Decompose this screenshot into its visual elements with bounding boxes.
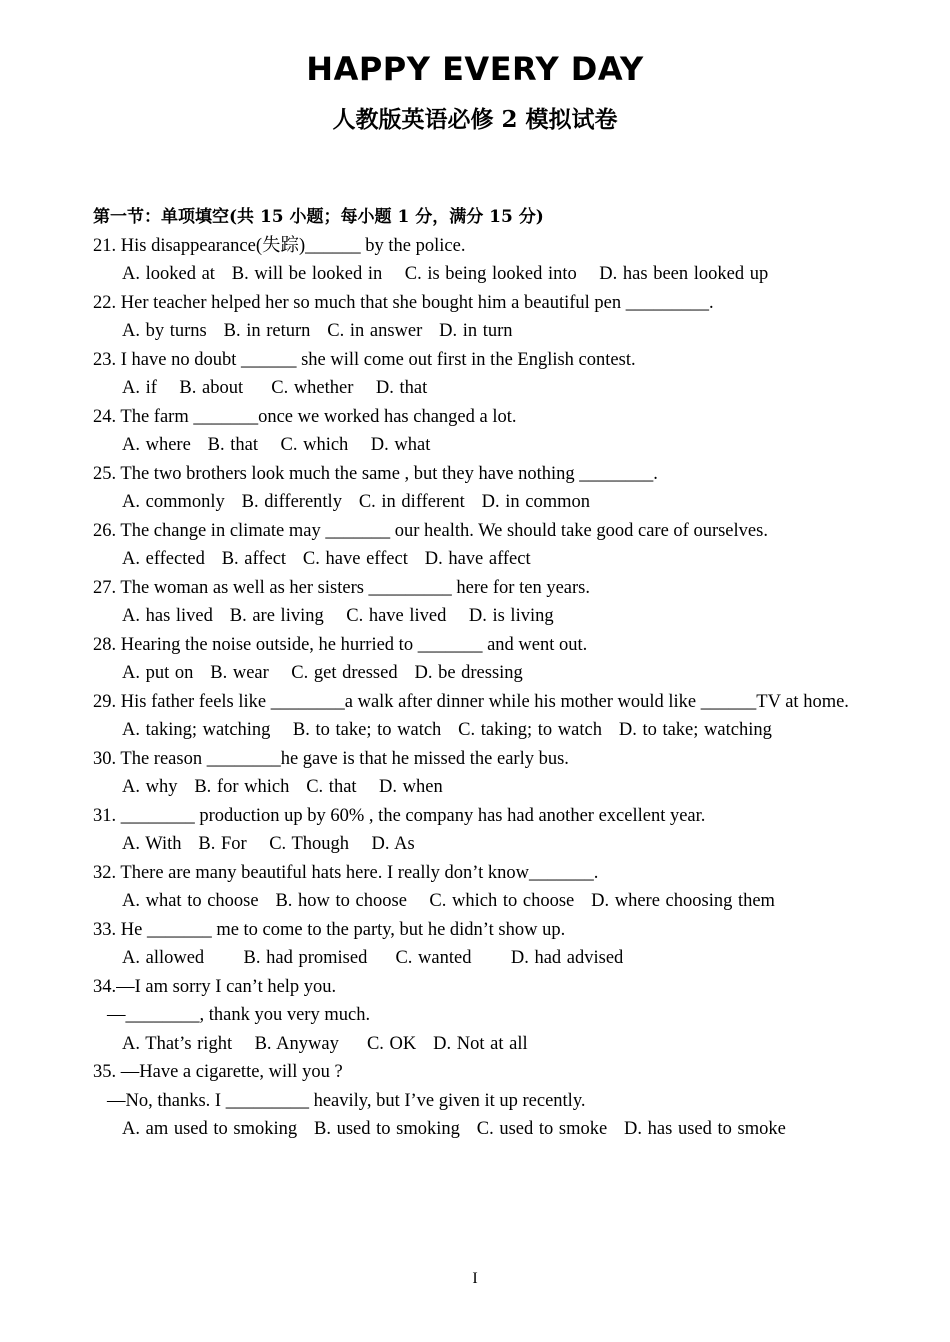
question-options: A. has lived B. are living C. have lived D. is living [122, 606, 554, 626]
question-options: A. commonly B. differently C. in different D. in common [122, 492, 591, 512]
page-number: I [472, 1270, 478, 1287]
question-stem: 27. The woman as well as her sisters _________ here for ten years. [93, 577, 590, 598]
question-options: A. taking; watching B. to take; to watch C. taking; to watch D. to take; watching [122, 720, 772, 740]
banner-title: HAPPY EVERY DAY [306, 50, 644, 88]
dialog-reply: —No, thanks. I _________ heavily, but I’ve given it up recently. [107, 1090, 586, 1111]
question-stem: 25. The two brothers look much the same , but they have nothing ________. [93, 463, 658, 484]
question-stem: 35. —Have a cigarette, will you ? [93, 1062, 343, 1082]
question-options: A. That’s right B. Anyway C. OK D. Not at all [122, 1033, 528, 1054]
question-options: A. With B. For C. Though D. As [122, 834, 415, 854]
question-options: A. allowed B. had promised C. wanted D. had advised [122, 948, 624, 968]
question-stem: 21. His disappearance(失踪)______ by the police. [93, 235, 466, 256]
question-options: A. what to choose B. how to choose C. which to choose D. where choosing them [122, 891, 775, 911]
question-stem: 28. Hearing the noise outside, he hurried to _______ and went out. [93, 634, 588, 655]
question-stem: 26. The change in climate may _______ our health. We should take good care of ourselves. [93, 520, 768, 541]
question-stem: 23. I have no doubt ______ she will come out first in the English contest. [93, 349, 636, 370]
question-stem: 31. ________ production up by 60% , the company has had another excellent year. [93, 805, 706, 826]
question-options: A. effected B. affect C. have effect D. have affect [122, 549, 531, 569]
question-options: A. why B. for which C. that D. when [122, 777, 443, 797]
question-options: A. if B. about C. whether D. that [122, 378, 428, 398]
question-stem: 34.—I am sorry I can’t help you. [93, 976, 337, 997]
question-options: A. by turns B. in return C. in answer D. in turn [122, 321, 513, 341]
question-options: A. put on B. wear C. get dressed D. be dressing [122, 663, 523, 683]
question-section [93, 203, 933, 1144]
question-stem: 24. The farm _______once we worked has changed a lot. [93, 406, 517, 427]
dialog-reply: —________, thank you very much. [107, 1005, 371, 1025]
question-stem: 33. He _______ me to come to the party, but he didn’t show up. [93, 919, 566, 940]
question-options: A. am used to smoking B. used to smoking C. used to smoke D. has used to smoke [122, 1119, 786, 1139]
question-stem: 30. The reason ________he gave is that he missed the early bus. [93, 748, 569, 769]
question-stem: 22. Her teacher helped her so much that she bought him a beautiful pen _________. [93, 292, 714, 313]
question-options: A. where B. that C. which D. what [122, 435, 431, 455]
question-options: A. looked at B. will be looked in C. is being looked into D. has been looked up [122, 264, 769, 284]
exam-title: 人教版英语必修 2 模拟试卷 [332, 106, 618, 133]
question-stem: 32. There are many beautiful hats here. I really don’t know_______. [93, 862, 599, 883]
section-heading: 第一节：单项填空(共 15 小题；每小题 1 分，满分 15 分) [93, 207, 544, 227]
question-stem: 29. His father feels like ________a walk after dinner while his mother would like ______TV at home. [93, 691, 849, 712]
